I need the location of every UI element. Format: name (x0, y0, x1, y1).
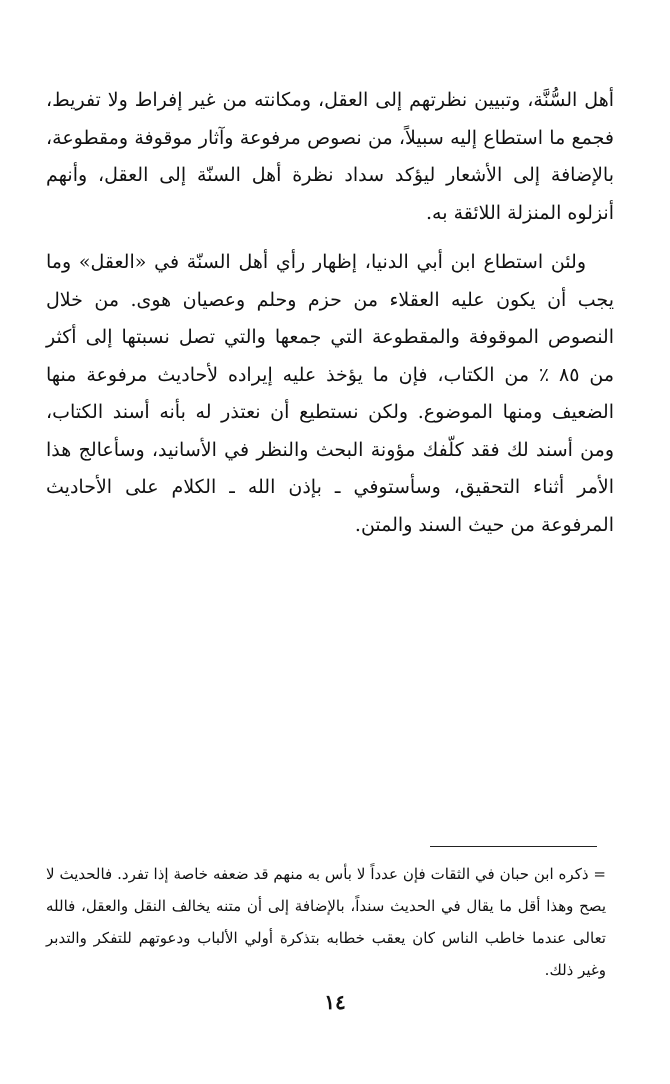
footnote-text: = ذكره ابن حبان في الثقات فإن عدداً لا بأس به منهم قد ضعفه خاصة إذا تفرد. فالحديث لا يصح وهذا أقل ما يقال في الحديث سنداً، بالإضافة إلى أن متنه يخالف النقل والعقل، فالله تعالى عندما خاطب الناس كان يعقب خطابه بتذكرة أولي الألباب ودعوتهم للتفكر والتدبر وغير ذلك. (46, 865, 606, 979)
footnote-area (46, 858, 606, 986)
main-text (46, 82, 614, 544)
body-paragraph-2: ولئن استطاع ابن أبي الدنيا، إظهار رأي أهل السنّة في «العقل» وما يجب أن يكون عليه العقلاء من حزم وحلم وعصيان هوى. من خلال النصوص الموقوفة والمقطوعة التي جمعها والتي تصل نسبتها إلى أكثر من ٨٥ ٪ من الكتاب، فإن ما يؤخذ عليه إيراده لأحاديث مرفوعة منها الضعيف ومنها الموضوع. ولكن نستطيع أن نعتذر له بأنه أسند الكتاب، ومن أسند لك فقد كلّفك مؤونة البحث والنظر في الأسانيد، وسأعالج هذا الأمر أثناء التحقيق، وسأستوفي ـ بإذن الله ـ الكلام على الأحاديث المرفوعة من حيث السند والمتن. (46, 251, 614, 536)
page-number: ١٤ (324, 990, 346, 1014)
footnote-separator (430, 846, 597, 847)
body-paragraph-1: أهل السُّنَّة، وتبيين نظرتهم إلى العقل، ومكانته من غير إفراط ولا تفريط، فجمع ما استطاع إليه سبيلاً، من نصوص مرفوعة وآثار موقوفة ومقطوعة، بالإضافة إلى الأشعار ليؤكد سداد نظرة أهل السنّة إلى العقل، وأنهم أنزلوه المنزلة اللائقة به. (46, 89, 614, 224)
